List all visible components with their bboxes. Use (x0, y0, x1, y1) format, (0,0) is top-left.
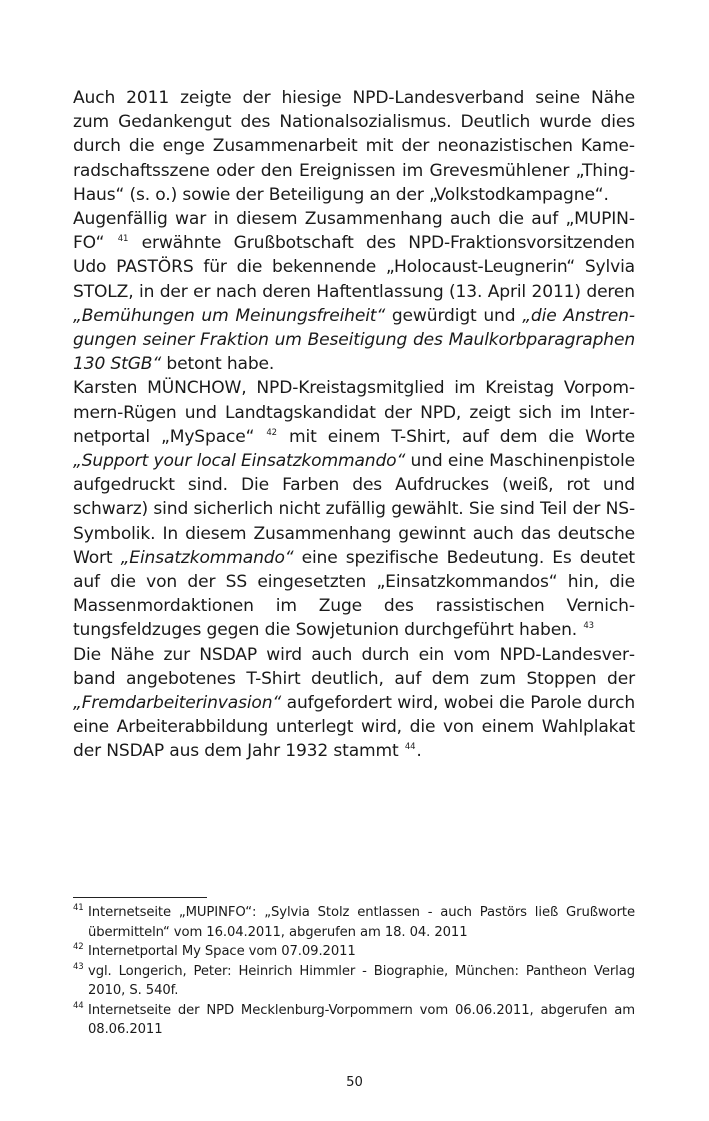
text-run: . (416, 741, 422, 762)
paragraph (73, 643, 635, 764)
text-run: erwähnte Grußbotschaft des NPD-Fraktionsvorsitzenden Udo PASTÖRS für die bekennende „Holocaust-Leugnerin“ Sylvia STOLZ, in der er nach deren Haftentlassung (13. April 2011) deren (73, 233, 635, 302)
paragraph (73, 376, 635, 642)
footnote (73, 1001, 635, 1040)
text-run: gewürdigt und (385, 305, 523, 326)
footnote-number: 44 (73, 1000, 84, 1011)
footnote-reference: 44 (404, 742, 416, 753)
italic-quote: „Bemühungen um Meinungsfreiheit“ (73, 305, 386, 326)
text-run: mit einem T-Shirt, auf dem die Worte (277, 426, 635, 447)
page-number: 50 (346, 1075, 363, 1090)
italic-quote: „die Anstrengungen seiner Fraktion um Beseitigung des Maulkorbparagraphen 130 StGB“ (73, 305, 635, 375)
text-run: betont habe. (161, 354, 275, 375)
body-text (73, 86, 635, 764)
paragraph (73, 207, 635, 376)
footnote-reference: 43 (583, 621, 594, 632)
footnote-text: Internetseite „MUPINFO“: „Sylvia Stolz entlassen - auch Pastörs ließ Grußworte übermitteln“ vom 16.04.2011, abgerufen am 18. 04. 2011 (88, 905, 635, 940)
text-run: Augenfällig war in diesem Zusammenhang auch die auf „MUPINFO“ (73, 209, 635, 254)
text-run: Die Nähe zur NSDAP wird auch durch ein vom NPD-Landesverband angebotenes T-Shirt deutlich, auf dem zum Stoppen der (73, 644, 635, 689)
footnote-text: Internetseite der NPD Mecklenburg-Vorpommern vom 06.06.2011, abgerufen am 08.06.2011 (88, 1002, 635, 1037)
footnote-divider (73, 897, 207, 898)
footnote (73, 962, 635, 1001)
text-run: Auch 2011 zeigte der hiesige NPD-Landesverband seine Nähe zum Gedankengut des Nationalsozialismus. Deutlich wurde dies durch die enge Zusammenarbeit mit der neonazistischen Kameradschaftsszene oder den Ereignissen im Grevesmühlener „Thing-Haus“ (s. o.) sowie der Beteiligung an der „Volkstodkampagne“. (73, 88, 635, 205)
text-run: und eine Maschinenpistole aufgedruckt sind. Die Farben des Aufdruckes (weiß, rot und schwarz) sind sicherlich nicht zufällig gewählt. Sie sind Teil der NS-Symbolik. In diesem Zusammenhang gewinnt auch das deutsche Wort (73, 451, 635, 568)
italic-quote: „Einsatzkommando“ (120, 547, 294, 568)
footnote-reference: 42 (266, 427, 277, 438)
footnotes (73, 903, 635, 1040)
footnote-reference: 41 (117, 234, 129, 245)
italic-quote: „Fremdarbeiterinvasion“ (73, 693, 282, 714)
text-run: aufgefordert wird, wobei die Parole durch eine Arbeiterabbildung unterlegt wird, die von einem Wahlplakat der NSDAP aus dem Jahr 1932 stammt (73, 693, 635, 762)
footnote (73, 903, 635, 942)
italic-quote: „Support your local Einsatzkommando“ (73, 451, 406, 472)
footnote-number: 41 (73, 903, 84, 913)
text-run: eine spezifische Bedeutung. Es deutet auf die von der SS eingesetzten „Einsatzkommandos“ hin, die Massenmordaktionen im Zuge des rassistischen Vernichtungsfeldzuges gegen die Sowjetunion durchgeführt haben. (73, 547, 635, 641)
footnote (73, 942, 635, 962)
paragraph (73, 86, 635, 207)
footnote-number: 43 (73, 961, 84, 972)
text-run: Karsten MÜNCHOW, NPD-Kreistagsmitglied im Kreistag Vorpommern-Rügen und Landtagskandidat der NPD, zeigt sich im Internetportal „MySpace“ (73, 378, 635, 447)
footnote-text: Internetportal My Space vom 07.09.2011 (88, 944, 356, 959)
footnote-number: 42 (73, 942, 84, 952)
footnote-text: vgl. Longerich, Peter: Heinrich Himmler - Biographie, München: Pantheon Verlag 2010, S. 540f. (88, 963, 635, 998)
